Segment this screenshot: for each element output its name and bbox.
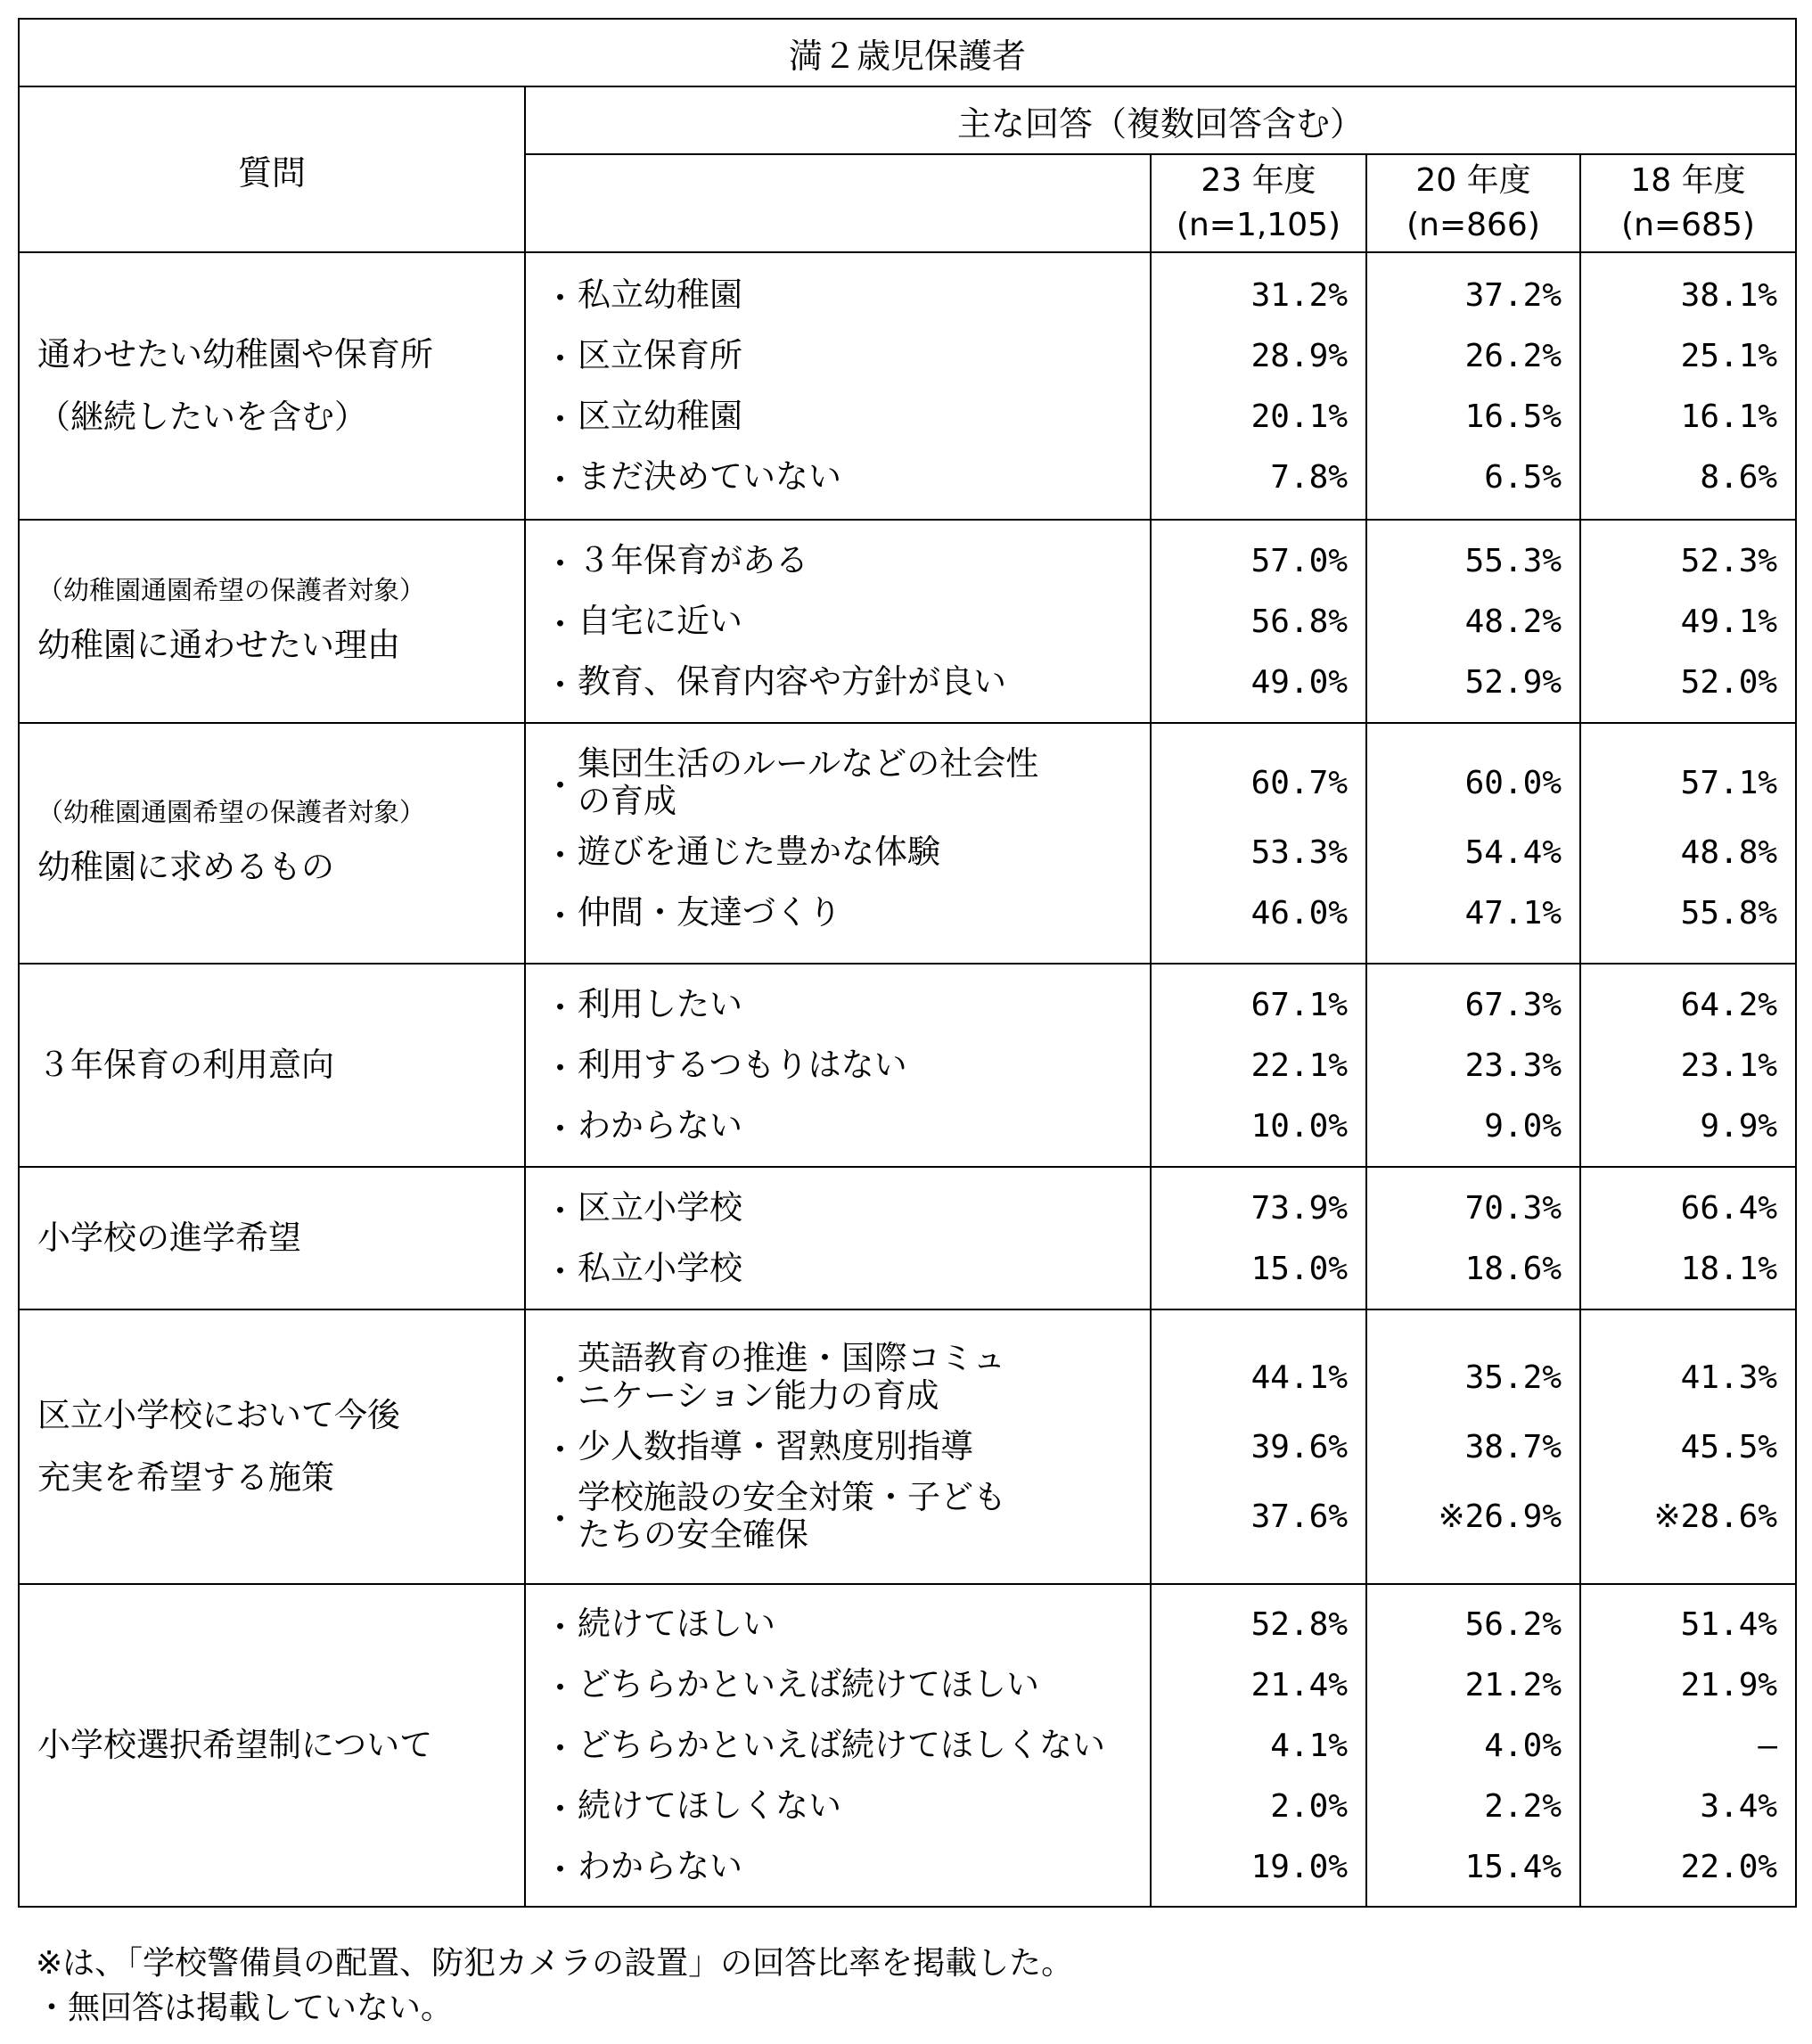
answer-text	[578, 1605, 775, 1643]
value-18: 48.8%	[1680, 833, 1778, 871]
header-year-18	[1580, 154, 1796, 252]
answer-text	[578, 745, 1038, 820]
answer-text-line: 学校施設の安全対策・子ども	[578, 1478, 1006, 1516]
header-year-20	[1366, 154, 1580, 252]
value-23: 67.1%	[1250, 986, 1348, 1023]
value-18: ―	[1758, 1727, 1778, 1764]
value-18: 41.3%	[1680, 1359, 1778, 1396]
answer-line	[544, 1035, 1143, 1096]
value-18: 18.1%	[1680, 1250, 1778, 1287]
bullet-icon: ・	[544, 461, 577, 499]
question-cell	[19, 723, 525, 964]
answer-text	[578, 986, 742, 1023]
bullet-icon: ・	[544, 1851, 577, 1889]
value-18: 64.2%	[1680, 986, 1778, 1023]
value-18: 22.0%	[1680, 1848, 1778, 1885]
answer-line	[544, 1715, 1143, 1776]
value-cell-23	[1151, 723, 1366, 964]
question-cell	[19, 520, 525, 723]
value-23: 49.0%	[1250, 663, 1348, 701]
value-23: 56.8%	[1250, 603, 1348, 640]
table-row	[19, 252, 1796, 520]
answer-line	[544, 743, 1143, 822]
value-23: 22.1%	[1250, 1047, 1348, 1084]
header-year-20-label: 20 年度	[1415, 162, 1531, 199]
header-year-23-label: 23 年度	[1201, 162, 1316, 199]
answer-line	[544, 386, 1143, 447]
value-cell-18	[1580, 252, 1796, 520]
answer-text	[578, 1047, 907, 1084]
answer-text-line: たちの安全確保	[578, 1515, 808, 1554]
answer-line	[544, 1096, 1143, 1156]
value-18: ※28.6%	[1653, 1498, 1778, 1535]
answer-text-line: 利用するつもりはない	[578, 1046, 907, 1084]
value-23: 2.0%	[1270, 1787, 1348, 1825]
value-23: 39.6%	[1250, 1428, 1348, 1465]
value-cell-20	[1366, 1309, 1580, 1584]
value-18: 16.1%	[1680, 398, 1778, 435]
answer-text	[578, 894, 841, 932]
answer-text-line: 利用したい	[578, 985, 742, 1023]
footnotes	[36, 1941, 1073, 2031]
answer-text-line: 私立小学校	[578, 1249, 742, 1287]
value-18: 51.4%	[1680, 1605, 1778, 1643]
answer-line	[544, 1654, 1143, 1715]
header-answer-spacer	[525, 154, 1151, 252]
value-23: 19.0%	[1250, 1848, 1348, 1885]
bullet-icon: ・	[544, 340, 577, 378]
value-18: 38.1%	[1680, 276, 1778, 314]
value-18: 8.6%	[1700, 458, 1778, 496]
bullet-icon: ・	[544, 1049, 577, 1088]
value-20: 47.1%	[1464, 894, 1562, 932]
value-20: 23.3%	[1464, 1047, 1562, 1084]
answers-cell	[525, 1167, 1151, 1309]
answer-line	[544, 1416, 1143, 1477]
value-18: 25.1%	[1680, 337, 1778, 374]
value-23: 73.9%	[1250, 1189, 1348, 1227]
bullet-icon: ・	[544, 989, 577, 1027]
answer-text	[578, 1189, 742, 1227]
title-row	[19, 19, 1796, 86]
answer-text-line: 私立幼稚園	[578, 275, 742, 314]
value-18: 23.1%	[1680, 1047, 1778, 1084]
value-18: 66.4%	[1680, 1189, 1778, 1227]
answer-text-line: どちらかといえば続けてほしい	[578, 1665, 1039, 1703]
answer-text-line: 教育、保育内容や方針が良い	[578, 662, 1006, 701]
value-18: 9.9%	[1700, 1107, 1778, 1145]
answer-text-line: 続けてほしい	[578, 1605, 775, 1643]
value-23: 44.1%	[1250, 1359, 1348, 1396]
value-cell-18	[1580, 1167, 1796, 1309]
value-18: 49.1%	[1680, 603, 1778, 640]
value-23: 57.0%	[1250, 542, 1348, 579]
question-cell	[19, 1309, 525, 1584]
answer-text	[578, 1787, 841, 1825]
answer-line	[544, 530, 1143, 591]
value-18: 52.0%	[1680, 663, 1778, 701]
bullet-icon: ・	[544, 1361, 577, 1400]
answers-cell	[525, 520, 1151, 723]
value-18: 52.3%	[1680, 542, 1778, 579]
value-20: 55.3%	[1464, 542, 1562, 579]
answer-text	[578, 1250, 742, 1287]
value-20: 35.2%	[1464, 1359, 1562, 1396]
answer-text-line: ニケーション能力の育成	[578, 1376, 939, 1415]
header-year-18-n: (n=685)	[1621, 207, 1755, 243]
value-cell-20	[1366, 964, 1580, 1167]
value-cell-18	[1580, 1584, 1796, 1907]
value-20: 15.4%	[1464, 1848, 1562, 1885]
answer-text-line: 区立幼稚園	[578, 397, 742, 435]
answer-text-line: まだ決めていない	[578, 457, 841, 496]
answer-line	[544, 265, 1143, 325]
answer-line	[544, 1836, 1143, 1897]
value-20: 60.0%	[1464, 764, 1562, 801]
answer-line	[544, 1178, 1143, 1238]
answers-cell	[525, 964, 1151, 1167]
value-cell-18	[1580, 723, 1796, 964]
table-row	[19, 964, 1796, 1167]
value-20: 38.7%	[1464, 1428, 1562, 1465]
question-text-line: 充実を希望する施策	[37, 1458, 334, 1497]
bullet-icon: ・	[544, 836, 577, 874]
answers-cell	[525, 252, 1151, 520]
header-year-18-label: 18 年度	[1630, 162, 1746, 199]
header-year-23-n: (n=1,105)	[1176, 207, 1341, 243]
value-cell-23	[1151, 1309, 1366, 1584]
answer-text-line: 自宅に近い	[578, 602, 742, 640]
bullet-icon: ・	[544, 1192, 577, 1230]
value-18: 21.9%	[1680, 1666, 1778, 1703]
question-text-line: 幼稚園に通わせたい理由	[37, 626, 400, 664]
bullet-icon: ・	[544, 897, 577, 935]
value-20: 70.3%	[1464, 1189, 1562, 1227]
answer-line	[544, 1338, 1143, 1416]
value-20: 6.5%	[1484, 458, 1562, 496]
value-20: 9.0%	[1484, 1107, 1562, 1145]
answer-text	[578, 833, 940, 871]
value-20: 18.6%	[1464, 1250, 1562, 1287]
answer-text	[578, 603, 742, 640]
value-cell-18	[1580, 520, 1796, 723]
value-cell-23	[1151, 520, 1366, 723]
footnote-asterisk: ※は、「学校警備員の配置、防犯カメラの設置」の回答比率を掲載した。	[36, 1945, 1074, 1982]
value-cell-20	[1366, 520, 1580, 723]
value-cell-18	[1580, 1309, 1796, 1584]
answer-text-line: 区立小学校	[578, 1188, 742, 1227]
answer-text	[578, 663, 1006, 701]
value-cell-23	[1151, 1167, 1366, 1309]
value-20: 54.4%	[1464, 833, 1562, 871]
answer-text-line: 続けてほしくない	[578, 1786, 841, 1825]
bullet-icon: ・	[544, 767, 577, 805]
value-20: 52.9%	[1464, 663, 1562, 701]
question-text-line: 小学校選択希望制について	[37, 1726, 433, 1764]
value-20: 67.3%	[1464, 986, 1562, 1023]
value-cell-20	[1366, 1167, 1580, 1309]
question-cell	[19, 1167, 525, 1309]
bullet-icon: ・	[544, 1431, 577, 1469]
value-cell-20	[1366, 252, 1580, 520]
question-text-line: ３年保育の利用意向	[37, 1046, 334, 1084]
answer-text-line: の育成	[578, 782, 676, 820]
value-20: 21.2%	[1464, 1666, 1562, 1703]
answer-line	[544, 652, 1143, 712]
bullet-icon: ・	[544, 1790, 577, 1828]
answer-text	[578, 1107, 742, 1145]
question-text-line: 通わせたい幼稚園や保育所	[37, 335, 433, 374]
answer-line	[544, 325, 1143, 386]
answer-text	[578, 1666, 1039, 1703]
answer-text-line: 少人数指導・習熟度別指導	[578, 1427, 973, 1465]
answer-text	[578, 1727, 1105, 1764]
value-23: 37.6%	[1250, 1498, 1348, 1535]
answer-line	[544, 974, 1143, 1035]
answer-text-line: どちらかといえば続けてほしくない	[578, 1726, 1105, 1764]
value-23: 4.1%	[1270, 1727, 1348, 1764]
value-20: 56.2%	[1464, 1605, 1562, 1643]
question-text-line: 幼稚園に求めるもの	[37, 848, 334, 886]
bullet-icon: ・	[544, 1252, 577, 1291]
answer-text	[578, 1340, 1005, 1415]
answer-text	[578, 458, 841, 496]
bullet-icon: ・	[544, 1729, 577, 1768]
table-title: 満２歳児保護者	[19, 19, 1796, 86]
value-23: 20.1%	[1250, 398, 1348, 435]
value-23: 31.2%	[1250, 276, 1348, 314]
value-23: 28.9%	[1250, 337, 1348, 374]
answer-text-line: 仲間・友達づくり	[578, 893, 841, 932]
value-23: 21.4%	[1250, 1666, 1348, 1703]
table-row	[19, 1584, 1796, 1907]
question-cell	[19, 252, 525, 520]
bullet-icon: ・	[544, 1110, 577, 1148]
answer-line	[544, 447, 1143, 507]
answer-text-line: 集団生活のルールなどの社会性	[578, 744, 1039, 783]
bullet-icon: ・	[544, 400, 577, 439]
answer-line	[544, 1477, 1143, 1556]
question-text-line: （継続したいを含む）	[37, 398, 367, 436]
bullet-icon: ・	[544, 1500, 577, 1539]
question-text-line: 区立小学校において今後	[37, 1396, 400, 1434]
bullet-icon: ・	[544, 545, 577, 583]
value-23: 10.0%	[1250, 1107, 1348, 1145]
question-cell	[19, 964, 525, 1167]
value-23: 53.3%	[1250, 833, 1348, 871]
value-cell-18	[1580, 964, 1796, 1167]
question-target-note: （幼稚園通園希望の保護者対象）	[37, 797, 426, 827]
value-cell-23	[1151, 1584, 1366, 1907]
question-text-line: 小学校の進学希望	[37, 1219, 301, 1257]
bullet-icon: ・	[544, 1669, 577, 1707]
value-20: 37.2%	[1464, 276, 1562, 314]
value-cell-23	[1151, 252, 1366, 520]
footnote-no-answer: ・無回答は掲載していない。	[36, 1990, 454, 2026]
answer-line	[544, 1238, 1143, 1299]
value-18: 3.4%	[1700, 1787, 1778, 1825]
header-row-1	[19, 86, 1796, 154]
value-20: 2.2%	[1484, 1787, 1562, 1825]
bullet-icon: ・	[544, 1608, 577, 1646]
header-answers: 主な回答（複数回答含む）	[525, 86, 1796, 154]
answers-cell	[525, 723, 1151, 964]
value-23: 46.0%	[1250, 894, 1348, 932]
value-23: 60.7%	[1250, 764, 1348, 801]
table-row	[19, 1309, 1796, 1584]
answer-line	[544, 591, 1143, 652]
answer-text	[578, 1479, 1006, 1554]
answer-text	[578, 542, 808, 579]
value-20: ※26.9%	[1438, 1498, 1562, 1535]
answer-text-line: ３年保育がある	[578, 541, 808, 579]
value-20: 48.2%	[1464, 603, 1562, 640]
value-18: 55.8%	[1680, 894, 1778, 932]
header-year-20-n: (n=866)	[1406, 207, 1540, 243]
value-23: 15.0%	[1250, 1250, 1348, 1287]
bullet-icon: ・	[544, 279, 577, 317]
question-target-note: （幼稚園通園希望の保護者対象）	[37, 575, 426, 605]
table-row	[19, 1167, 1796, 1309]
answer-text-line: わからない	[578, 1106, 742, 1145]
answer-text	[578, 1848, 742, 1885]
answer-line	[544, 822, 1143, 882]
answer-text	[578, 276, 742, 314]
answer-line	[544, 1776, 1143, 1836]
value-20: 26.2%	[1464, 337, 1562, 374]
value-18: 57.1%	[1680, 764, 1778, 801]
header-year-23	[1151, 154, 1366, 252]
value-cell-20	[1366, 1584, 1580, 1907]
value-18: 45.5%	[1680, 1428, 1778, 1465]
header-question: 質問	[19, 86, 525, 252]
answers-cell	[525, 1584, 1151, 1907]
table-row	[19, 723, 1796, 964]
question-cell	[19, 1584, 525, 1907]
value-20: 16.5%	[1464, 398, 1562, 435]
answer-text	[578, 398, 742, 435]
value-cell-20	[1366, 723, 1580, 964]
value-cell-23	[1151, 964, 1366, 1167]
answer-text-line: わからない	[578, 1847, 742, 1885]
answer-line	[544, 882, 1143, 943]
answer-text-line: 遊びを通じた豊かな体験	[578, 833, 940, 871]
survey-table	[18, 18, 1797, 1908]
answers-cell	[525, 1309, 1151, 1584]
value-20: 4.0%	[1484, 1727, 1562, 1764]
table-row	[19, 520, 1796, 723]
bullet-icon: ・	[544, 666, 577, 704]
answer-text-line: 区立保育所	[578, 336, 742, 374]
answer-text-line: 英語教育の推進・国際コミュ	[578, 1339, 1006, 1377]
answer-line	[544, 1594, 1143, 1654]
answer-text	[578, 1428, 973, 1465]
answer-text	[578, 337, 742, 374]
value-23: 7.8%	[1270, 458, 1348, 496]
value-23: 52.8%	[1250, 1605, 1348, 1643]
bullet-icon: ・	[544, 605, 577, 644]
